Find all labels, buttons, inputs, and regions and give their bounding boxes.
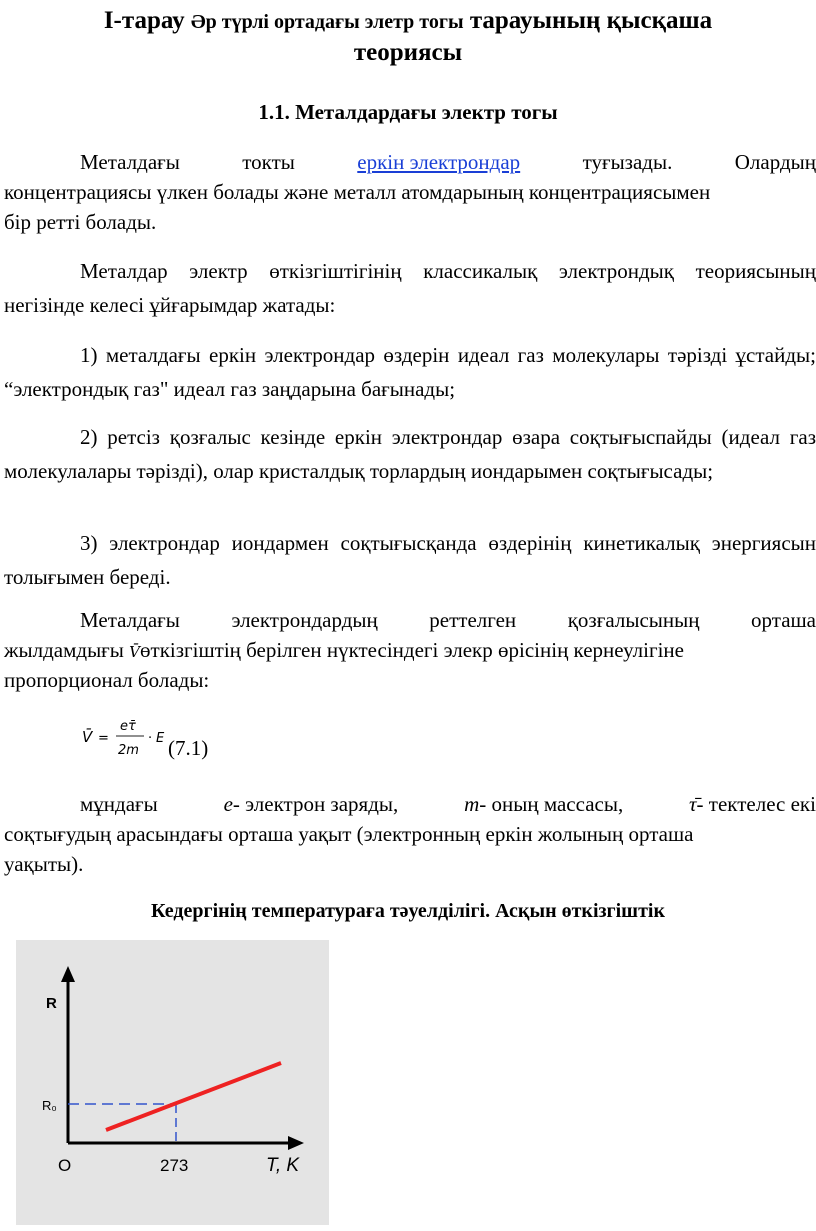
para1-word: Металдағы xyxy=(80,150,180,174)
para3-line2 xyxy=(4,638,816,663)
para1-line1 xyxy=(80,150,816,175)
symbol-tau: τ̄ xyxy=(689,792,697,816)
para2: Металдар электр өткізгіштігінің классикалық электрондық теориясының негізінде келесі ұйғарымдар жатады: xyxy=(4,259,816,317)
para4-text: - электрон заряды, xyxy=(232,792,399,816)
para3-word: реттелген xyxy=(429,608,517,632)
para3-line1-text xyxy=(80,608,816,633)
title-part1: І-тарау xyxy=(103,7,185,34)
para4-text: - оның массасы, xyxy=(479,792,624,816)
section-heading: 1.1. Металдардағы электр тогы xyxy=(258,100,558,124)
x-tick-273: 273 xyxy=(160,1156,189,1175)
velocity-symbol: V̄ xyxy=(129,643,141,661)
subheading: Кедергінің температураға тәуелділігі. Асқын өткізгіштік xyxy=(151,900,665,922)
para1-word: токты xyxy=(242,150,295,174)
formula-number: (7.1) xyxy=(168,736,209,760)
para1-line3: бір ретті болады. xyxy=(4,210,157,234)
para4-text: - тектелес екі xyxy=(696,792,816,816)
free-electrons-link[interactable]: еркін электрондар xyxy=(357,150,521,174)
para3-line1 xyxy=(80,608,816,633)
title-part3: тарауының қысқаша xyxy=(469,7,713,34)
list-item-2: 2) ретсіз қозғалыс кезінде еркін электрондар өзара соқтығыспайды (идеал газ молекулалары тәрізді), олар кристалдық торлардың иондарымен соқтығысады; xyxy=(4,425,816,483)
svg-text:=: = xyxy=(98,731,109,746)
formula-numerator: eτ̄ xyxy=(120,719,136,734)
para3-word: қозғалысының xyxy=(567,608,700,632)
para3-line3: пропорционал болады: xyxy=(4,668,210,692)
para4-text: мұндағы xyxy=(80,792,158,816)
para1-word: Олардың xyxy=(734,150,816,174)
para3-text: өткізгіштің берілген нүктесіндегі элекр өрісінің кернеулігіне xyxy=(140,638,684,662)
para3-word: орташа xyxy=(751,608,816,632)
para3-text: жылдамдығы xyxy=(4,638,124,662)
para4-line2: соқтығудың арасындағы орташа уақыт (электронның еркін жолының орташа xyxy=(4,822,694,846)
resistance-line xyxy=(106,1063,281,1130)
formula-lhs: V̄ xyxy=(82,728,93,746)
origin-label: O xyxy=(58,1156,72,1175)
para1-line2: концентрациясы үлкен болады және металл атомдарының концентрациясымен xyxy=(4,180,711,204)
resistance-temperature-figure xyxy=(16,940,329,1225)
para1-word: туғызады. xyxy=(582,150,673,174)
para4-line1 xyxy=(80,792,816,817)
symbol-m: m xyxy=(464,792,480,816)
formula-graphic xyxy=(80,712,170,762)
y-axis-label: R xyxy=(46,995,57,1012)
symbol-e: e xyxy=(223,792,233,816)
list-item-3: 3) электрондар иондармен соқтығысқанда өздерінің кинетикалық энергиясын толығымен береді. xyxy=(4,531,816,589)
r0-label: R₀ xyxy=(42,1098,57,1113)
chapter-title-line2: теориясы xyxy=(353,39,463,66)
y-axis-arrow-icon xyxy=(61,966,75,982)
resistance-graph xyxy=(16,940,329,1225)
formula-7-1 xyxy=(80,712,170,766)
para3-word: Металдағы xyxy=(80,608,180,632)
formula-field: E xyxy=(156,731,165,746)
para4-line3: уақыты). xyxy=(4,852,84,876)
formula-denominator: 2m xyxy=(118,743,139,758)
x-axis-arrow-icon xyxy=(288,1136,304,1150)
title-part2: Әр түрлі ортадағы элетр тогы xyxy=(190,11,464,33)
para3-word: электрондардың xyxy=(231,608,378,632)
x-axis-label: T, K xyxy=(266,1155,300,1176)
svg-text:·: · xyxy=(148,731,153,746)
chapter-title xyxy=(0,4,816,39)
list-item-1: 1) металдағы еркін электрондар өздерін идеал газ молекулары тәрізді ұстайды; “электрондық газ" идеал газ заңдарына бағынады; xyxy=(4,343,816,401)
